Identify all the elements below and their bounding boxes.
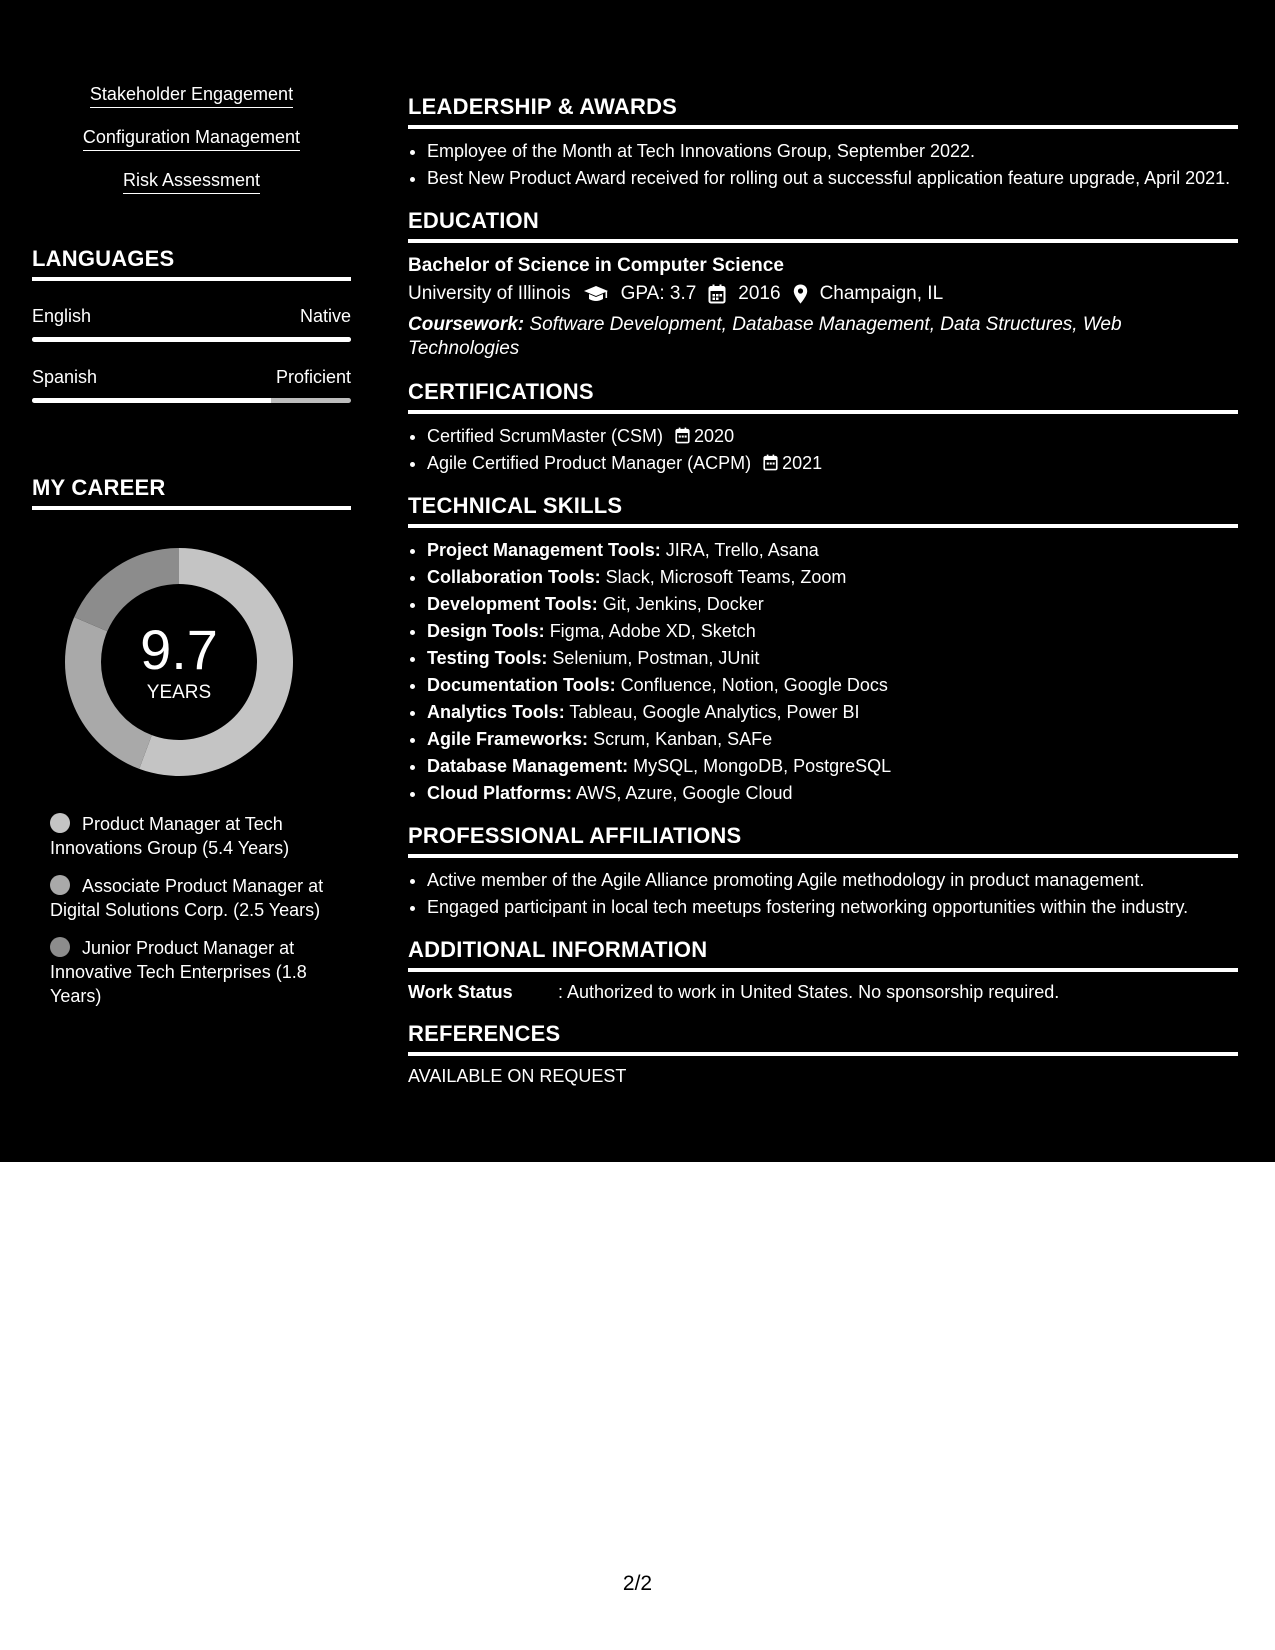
language-bar-fill xyxy=(32,398,271,403)
list-item: • Engaged participant in local tech meetups fostering networking opportunities within the industry. xyxy=(427,895,1238,919)
language-item xyxy=(32,306,351,342)
affiliations-list xyxy=(408,868,1238,919)
education-details xyxy=(408,283,1238,305)
language-bar xyxy=(32,337,351,342)
leadership-section xyxy=(408,94,1238,190)
list-item: • Testing Tools: Selenium, Postman, JUnit xyxy=(427,646,1238,670)
additional-info-section xyxy=(408,937,1238,1003)
skill-link[interactable]: Risk Assessment xyxy=(32,170,351,194)
list-item: • Agile Frameworks: Scrum, Kanban, SAFe xyxy=(427,727,1238,751)
career-section xyxy=(32,475,351,1008)
education-title: EDUCATION xyxy=(408,208,1238,243)
work-status-value: : Authorized to work in United States. No sponsorship required. xyxy=(558,982,1060,1002)
language-bar xyxy=(32,398,351,403)
additional-info-title: ADDITIONAL INFORMATION xyxy=(408,937,1238,972)
list-item: • Analytics Tools: Tableau, Google Analytics, Power BI xyxy=(427,700,1238,724)
coursework-list: Software Development, Database Management, Data Structures, Web Technologies xyxy=(408,314,1122,359)
skill-link[interactable]: Stakeholder Engagement xyxy=(32,84,351,108)
career-donut-chart xyxy=(65,548,293,776)
leadership-list xyxy=(408,139,1238,190)
career-title: MY CAREER xyxy=(32,475,351,510)
list-item: • Development Tools: Git, Jenkins, Docker xyxy=(427,592,1238,616)
leadership-title: LEADERSHIP & AWARDS xyxy=(408,94,1238,129)
language-level: Native xyxy=(299,306,351,326)
coursework-label: Coursework: xyxy=(408,314,525,335)
list-item: • Database Management: MySQL, MongoDB, PostgreSQL xyxy=(427,754,1238,778)
certifications-title: CERTIFICATIONS xyxy=(408,379,1238,414)
affiliations-section xyxy=(408,823,1238,919)
references-section xyxy=(408,1021,1238,1087)
references-title: REFERENCES xyxy=(408,1021,1238,1056)
location-pin-icon xyxy=(793,284,808,304)
list-item: • Documentation Tools: Confluence, Notion, Google Docs xyxy=(427,673,1238,697)
list-item: • Project Management Tools: JIRA, Trello, Asana xyxy=(427,538,1238,562)
list-item: • Cloud Platforms: AWS, Azure, Google Cloud xyxy=(427,781,1238,805)
career-legend-item: Product Manager at Tech Innovations Group (5.4 Years) xyxy=(50,814,290,858)
main-content xyxy=(408,94,1238,1105)
references-text: AVAILABLE ON REQUEST xyxy=(408,1066,627,1086)
coursework xyxy=(408,313,1238,361)
degree-title: Bachelor of Science in Computer Science xyxy=(408,255,784,276)
career-years-unit: YEARS xyxy=(146,682,212,703)
career-total-years: 9.7 xyxy=(140,618,218,681)
list-item: • Design Tools: Figma, Adobe XD, Sketch xyxy=(427,619,1238,643)
technical-skills-title: TECHNICAL SKILLS xyxy=(408,493,1238,528)
list-item: • Active member of the Agile Alliance promoting Agile methodology in product management. xyxy=(427,868,1238,892)
list-item xyxy=(427,451,1238,475)
list-item: • Collaboration Tools: Slack, Microsoft Teams, Zoom xyxy=(427,565,1238,589)
school-name: University of Illinois xyxy=(408,283,571,304)
technical-skills-list xyxy=(408,538,1238,805)
page-number: 2/2 xyxy=(622,1572,653,1595)
legend-dot-icon xyxy=(50,813,70,833)
legend-dot-icon xyxy=(50,937,70,957)
graduation-year: 2016 xyxy=(738,283,781,304)
career-legend-item: Associate Product Manager at Digital Solutions Corp. (2.5 Years) xyxy=(50,876,324,920)
certification-year: 2021 xyxy=(782,453,823,473)
graduation-cap-icon xyxy=(583,285,609,303)
language-level: Proficient xyxy=(275,367,351,387)
legend-dot-icon xyxy=(50,875,70,895)
list-item: • Employee of the Month at Tech Innovations Group, September 2022. xyxy=(427,139,1238,163)
education-section xyxy=(408,208,1238,361)
calendar-icon xyxy=(708,284,726,304)
skill-link[interactable]: Configuration Management xyxy=(32,127,351,151)
sidebar xyxy=(32,84,351,1022)
language-name: Spanish xyxy=(32,367,98,387)
certifications-list xyxy=(408,424,1238,475)
technical-skills-section xyxy=(408,493,1238,805)
languages-title: LANGUAGES xyxy=(32,246,351,281)
list-item: • Best New Product Award received for rolling out a successful application feature upgrade, April 2021. xyxy=(427,166,1238,190)
certification-name: Certified ScrumMaster (CSM) xyxy=(427,426,664,446)
calendar-icon xyxy=(763,454,778,471)
school-location: Champaign, IL xyxy=(819,283,944,304)
work-status-row xyxy=(408,982,1238,1003)
donut-center xyxy=(65,548,293,776)
affiliations-title: PROFESSIONAL AFFILIATIONS xyxy=(408,823,1238,858)
certification-year: 2020 xyxy=(694,426,735,446)
certifications-section xyxy=(408,379,1238,475)
calendar-icon xyxy=(675,427,690,444)
skill-links xyxy=(32,84,351,194)
career-legend-item: Junior Product Manager at Innovative Tech Enterprises (1.8 Years) xyxy=(50,938,307,1006)
language-item xyxy=(32,367,351,403)
language-name: English xyxy=(32,306,92,326)
certification-name: Agile Certified Product Manager (ACPM) xyxy=(427,453,752,473)
list-item xyxy=(427,424,1238,448)
career-legend xyxy=(50,812,330,1008)
gpa: GPA: 3.7 xyxy=(620,283,697,304)
work-status-label: Work Status xyxy=(408,982,513,1002)
language-bar-fill xyxy=(32,337,351,342)
languages-section xyxy=(32,246,351,403)
